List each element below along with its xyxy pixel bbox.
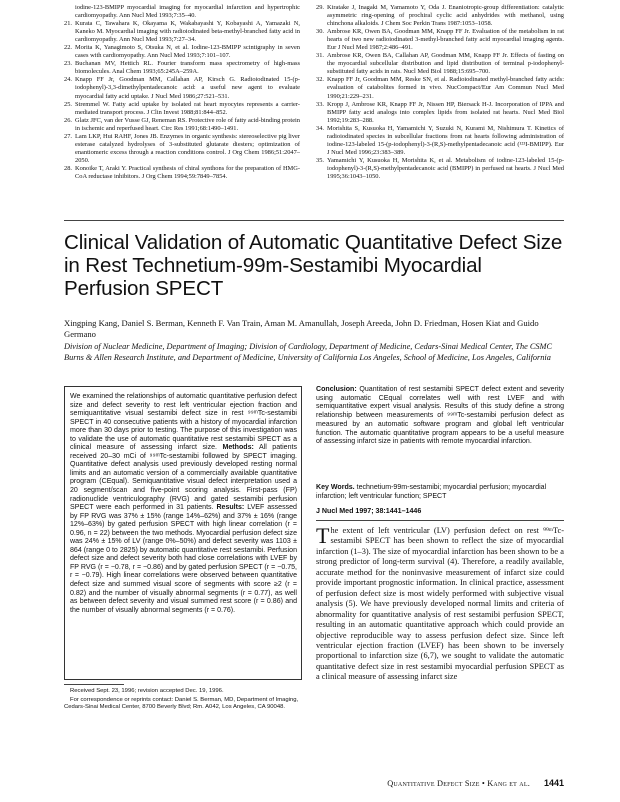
running-footer xyxy=(316,778,564,788)
reference-number: 34. xyxy=(316,124,324,132)
reference-item xyxy=(316,76,564,100)
reference-item xyxy=(64,4,300,20)
reference-item xyxy=(316,157,564,181)
reference-text: Morita K, Yanagimoto S, Otsuka N, et al. Iodine-123-BMIPP scintigraphy in seven cases with cardiomyopathy. Ann Nucl Med 1993;7:101–107. xyxy=(75,44,300,60)
abstract-box xyxy=(64,386,302,680)
drop-cap: T xyxy=(316,523,330,548)
running-head: Quantitative Defect Size • Kang et al. xyxy=(387,779,530,788)
key-words-text: technetium-99m-sestamibi; myocardial perfusion; myocardial infarction; left ventricular function; SPECT xyxy=(316,484,547,500)
reference-text: Buchanan MV, Hettich RL. Fourier transform mass spectrometry of high-mass biomolecules. Anal Chem 1993;65:245A–259A. xyxy=(75,60,300,76)
footnote-received: Received Sept. 23, 1996; revision accepted Dec. 19, 1996. xyxy=(70,688,224,694)
abstract-intro: We examined the relationships of automatic quantitative perfusion defect size and defect severity to rest left ventricular ejection fraction and semiquantitative visual sestamibi defect size in rest ⁹⁹ᵐTc-sestamibi SPECT in 40 consecutive patients with a history of myocardial infarction more than 30 days prior to testing. The purpose of this investigation was to validate the use of automatic quantitative rest sestamibi SPECT as a clinical measure of assessing infarct size. xyxy=(70,393,297,452)
references-right-column xyxy=(316,4,564,181)
reference-text: Lam LKP, Hui RAHF, Jones JB. Enzymes in organic synthesis: stereoselective pig liver esterase catalyzed hydrolyses of 3-substituted glutarate diesters; optimization of enantiomeric excess through a reaction conditions control. J Org Chem 1986;51:2047–2050. xyxy=(75,132,300,164)
conclusion-text: Quantitation of rest sestamibi SPECT defect extent and severity using automatic CEqual correlates well with rest LVEF and with semiquantitative expert visual analysis. Results of this study define a strong relationship between measurements of ⁹⁹ᵐTc-sestamibi perfusion defect as measured by an automatic software program and global left ventricular function. The automatic quantitative program appears to be a useful measure of assessing infarct size in patients with remote myocardial infarction. xyxy=(316,386,564,446)
reference-text: Ambrose KR, Owen BA, Callahan AP, Goodman MM, Knapp FF Jr. Effects of fasting on the myocardial subcellular distribution and lipid distribution of terminal p-iodophenyl-substituted fatty acids in rats. Nucl Med Biol 1988;15:695–700. xyxy=(327,52,564,76)
reference-number: 32. xyxy=(316,76,324,84)
reference-text: Morishita S, Kusuoka H, Yamamichi Y, Suzuki N, Kurami M, Nishimura T. Kinetics of radioiodinated species in subcellular fractions from rat hearts following administration of iodine-123-labeled 15-(p-iodophenyl)-3-(R,S)-methylpentadecanoic acid (¹²³I-BMIPP). Eur J Nucl Med 1996;23:383–389. xyxy=(327,124,564,156)
author-affiliation: Division of Nuclear Medicine, Department of Imaging; Division of Cardiology, Department of Medicine, Cedars-Sinai Medical Center, The CSMC Burns & Allen Research Institute, and Department of Medicine, University of California Los Angeles, School of Medicine, Los Angeles, California xyxy=(64,342,552,362)
author-list: Xingping Kang, Daniel S. Berman, Kenneth F. Van Train, Aman M. Amanullah, Joseph Areeda, John D. Friedman, Hosen Kiat and Guido Germano xyxy=(64,318,539,339)
abstract-methods-label: Methods: xyxy=(222,444,254,452)
reference-number: 24. xyxy=(64,76,72,84)
reference-number: 30. xyxy=(316,28,324,36)
reference-text: Yamamichi Y, Kusuoka H, Morishita K, et al. Metabolism of iodine-123-labeled 15-(p-iodophenyl)-3-(R,S)-methylpentadecanoic acid (BMIPP) in perfused rat hearts. J Nucl Med 1995;36:1043–1050. xyxy=(327,156,564,180)
body-paragraph xyxy=(316,523,564,683)
reference-text: Kiratake J, Inagaki M, Yamamoto Y, Oda J. Enaniotropic-group differentiation: catalytic asymmetric ring-opening of prochiral cyclic acid anhydrides with methanol, using chinchona alkaloids. J Chem Soc Perkin Trans 1987:1053–1058. xyxy=(327,4,564,28)
references-left-column xyxy=(64,4,300,181)
reference-text: Knapp FF Jr, Goodman MM, Reske SN, et al. Radioiodinated methyl-branched fatty acids: evaluation of catabolites formed in vivo. NucCompact/Eur Am Commun Nucl Med 1990;21:229–231. xyxy=(327,76,564,100)
reference-item xyxy=(316,4,564,28)
section-divider xyxy=(64,220,564,221)
reference-number: 31. xyxy=(316,52,324,60)
conclusion-label: Conclusion: xyxy=(316,386,357,393)
article-title: Clinical Validation of Automatic Quantitative Defect Size in Rest Technetium-99m-Sestamibi Myocardial Perfusion SPECT xyxy=(64,231,563,300)
key-words xyxy=(316,484,564,501)
abstract-divider xyxy=(316,520,564,521)
page-number: 1441 xyxy=(543,778,564,788)
reference-text: Kurata C, Tawahara K, Okayama K, Wakabayashi Y, Kobayashi A, Yamazaki N, Kaneko M. Myocardial imaging with radioiodinated beta-methyl-branched fatty acid in cardiomyopathy. Ann Nucl Med 1993;7:27–34. xyxy=(75,20,300,44)
journal-citation: J Nucl Med 1997; 38:1441–1446 xyxy=(316,507,422,515)
reference-number: 25. xyxy=(64,100,72,108)
reference-item xyxy=(64,133,300,165)
reference-item xyxy=(64,117,300,133)
abstract-results-label: Results: xyxy=(216,504,245,512)
reference-text: Knapp FF Jr, Goodman MM, Callahan AP, Kirsch G. Radioiodinated 15-(p-iodophenyl)-3,3-dimethylpentadecanoic acid: a useful new agent to evaluate myocardial fatty acid uptake. J Nucl Med 1986;27:521–531. xyxy=(75,76,300,100)
reference-item xyxy=(64,76,300,100)
reference-number: 27. xyxy=(64,132,72,140)
reference-item xyxy=(64,60,300,76)
reference-item xyxy=(64,20,300,44)
abstract-methods: All patients received 20–30 mCi of ⁹⁹ᵐTc-sestamibi followed by SPECT imaging. Quantitative defect analysis used previously developed resting normal limits and an automatic version of a commercially available quantitative program (CEqual). Semiquantitative visual defect interpretation used a 20 segment/scan and five-point scoring analysis. First-pass (FP) radionuclide ventriculography (RVG) and gated sestamibi perfusion SPECT were each performed in 31 patients. xyxy=(70,444,297,512)
reference-text: iodine-123-BMIPP myocardial imaging for myocardial infarction and hypertrophic cardiomyopathy. Ann Nucl Med 1993;7:35–40. xyxy=(75,4,300,20)
reference-text: Kropp J, Ambrose KR, Knapp FF Jr, Nissen HP, Biersack H-J. Incorporation of IPPA and BMIPP fatty acid analogs into complex lipids from isolated rat hearts. Nucl Med Biol 1992;19:283–288. xyxy=(327,100,564,124)
key-words-label: Key Words. xyxy=(316,484,355,491)
reference-item xyxy=(64,44,300,60)
reference-number: 22. xyxy=(64,44,72,52)
body-text: he extent of left ventricular (LV) perfusion defect on rest ⁹⁹ᵐTc-sestamibi SPECT has been shown to reflect the size of myocardial infarction (1–3). The size of myocardial infarction has been shown to be a strong predictor of long-term survival (4). Therefore, a readily available, accurate method for the noninvasive measurement of infarct size could provide important prognostic information. In clinical practice, assessment of perfusion defect size is most widely performed with subjective visual analysis (5). We have previously developed normal limits and criteria of abnormality for quantitative analysis of rest sestamibi perfusion SPECT, resulting in an automatic quantitative approach which could provide an objective reproducible way to assess perfusion defect size. Since left ventricular ejection fraction (LVEF) has been shown to be inversely proportional to infarction size (6,7), we sought to validate the automatic quantitative defect size in rest sestamibi myocardial perfusion SPECT as a clinical measure of assessing infarct size xyxy=(316,526,564,682)
reference-item xyxy=(316,101,564,125)
reference-number: 35. xyxy=(316,156,324,164)
reference-number: 21. xyxy=(64,20,72,28)
abstract-conclusion xyxy=(316,386,564,447)
reference-item xyxy=(316,28,564,52)
abstract-results: LVEF assessed by FP RVG was 37% ± 15% (range 14%–62%) and 37% ± 16% (range 12%–63%) by gated perfusion SPECT with high linear correlation (r = 0.96, n = 22) between the two methods. Myocardial perfusion defect size was 24% ± 15% of LV (range 0%–50%) and defect severity was 1103 ± 864 (range 0 to 2825) by automatic quantitative rest sestamibi. Perfusion defect size and defect severity both had close correlations with LVEF by FP RVG (r = −0.78, r = −0.86) and by gated perfusion SPECT (r = −0.75, r = −0.79). High linear correlations were observed between quantitative defect size and summed visual score of segments with score ≥2 (r = 0.82) and the number of visually abnormal segments (r = 0.77), as well as between defect severity and visual summed rest score (r = 0.86) and the number of visually abnormal segments (r = 0.76). xyxy=(70,504,297,614)
reference-text: Konoike T, Araki Y. Practical synthesis of chiral synthons for the preparation of HMG-CoA reductase inhibitors. J Org Chem 1994;59:7849–7854. xyxy=(75,164,300,180)
reference-number: 33. xyxy=(316,100,324,108)
reference-number: 29. xyxy=(316,4,324,11)
footnotes xyxy=(64,688,302,713)
reference-text: Ambrose KR, Owen BA, Goodman MM, Knapp FF Jr. Evaluation of the metabolism in rat hearts of two new radioiodinated 3-methyl-branched fatty acid myocardial imaging agents. Eur J Nucl Med 1987;2:486–491. xyxy=(327,28,564,52)
reference-text: Glatz JFC, van der Vusse GJ, Reneman RS. Protective role of fatty acid-binding protein in ischemic and reperfused heart. Circ Res 1991;68:1490–1491. xyxy=(75,116,300,132)
footnote-correspondence: For correspondence or reprints contact: Daniel S. Berman, MD, Department of Imaging, Cedars-Sinai Medical Center, 8700 Beverly Blvd; Rm. A042, Los Angeles, CA 90048. xyxy=(64,696,299,711)
reference-item xyxy=(316,125,564,157)
footnote-rule xyxy=(64,684,124,685)
reference-text: Stremmel W. Fatty acid uptake by isolated rat heart myocytes represents a carrier-mediated transport process. J Clin Invest 1988;81:844–852. xyxy=(75,100,300,116)
reference-item xyxy=(316,52,564,76)
reference-number: 23. xyxy=(64,60,72,68)
reference-number: 28. xyxy=(64,164,72,172)
reference-number xyxy=(64,4,75,20)
reference-item xyxy=(64,165,300,181)
reference-item xyxy=(64,101,300,117)
reference-number: 26. xyxy=(64,116,72,124)
